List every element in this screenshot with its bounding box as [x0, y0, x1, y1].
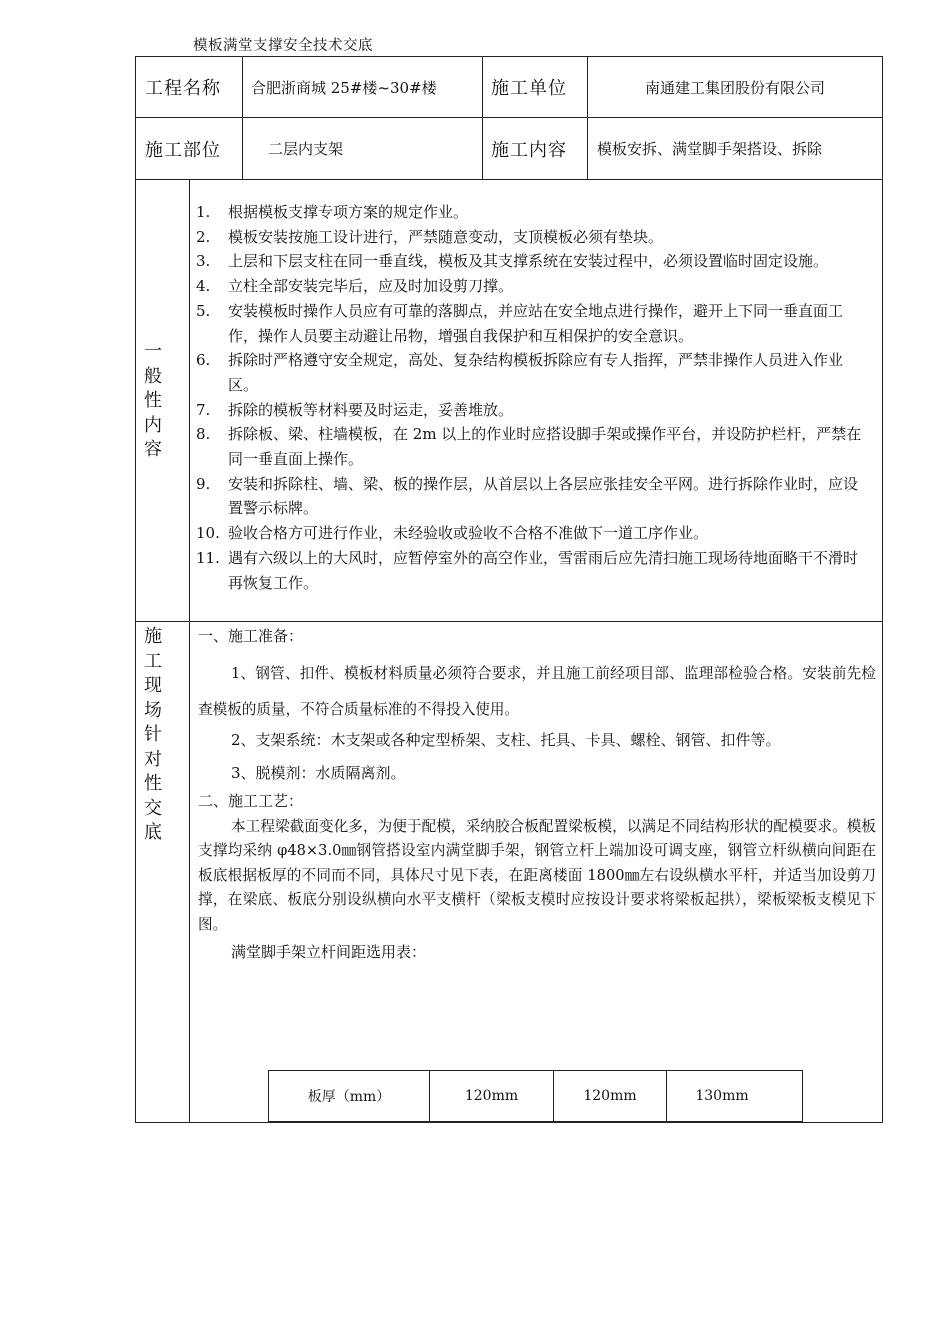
- prep-item-2: 2、支架系统：木支架或各种定型桥架、支柱、托具、卡具、螺栓、钢管、扣件等。: [231, 731, 781, 749]
- table-header-cell: 120mm: [464, 1088, 519, 1104]
- list-item: 10. 验收合格方可进行作业，未经验收或验收不合格不准做下一道工序作业。: [196, 524, 709, 543]
- project-name-label: 工程名称: [145, 78, 221, 99]
- document-title: 模板满堂支撑安全技术交底: [193, 38, 373, 54]
- prep-item-1: 1、钢管、扣件、模板材料质量必须符合要求，并且施工前经项目部、监理部检验合格。安装前先检查模板的质量，不符合质量标准的不得投入使用。: [198, 665, 876, 718]
- list-item: 3. 上层和下层支柱在同一垂直线，模板及其支撑系统在安装过程中，必须设置临时固定设施。: [196, 252, 829, 271]
- table-intro: 满堂脚手架立杆间距选用表：: [231, 943, 427, 961]
- list-item: 1. 根据模板支撑专项方案的规定作业。: [196, 203, 469, 221]
- col-divider: [242, 56, 243, 179]
- prep-heading: 一、施工准备：: [198, 627, 304, 645]
- construction-unit-label: 施工单位: [491, 78, 567, 99]
- list-item: 7. 拆除的模板等材料要及时运走，妥善堆放。: [196, 400, 514, 419]
- row-divider: [135, 621, 883, 622]
- table-header-cell: 120mm: [583, 1088, 637, 1104]
- list-item: 9. 安装和拆除柱、墙、梁、板的操作层，从首层以上各层应张挂安全平网。进行拆除作业时，应设置警示标牌。: [196, 474, 859, 518]
- col-divider: [482, 56, 483, 179]
- table-header-cell: 板厚（mm）: [307, 1089, 391, 1105]
- row-divider: [135, 179, 883, 180]
- list-item: 2. 模板安装按施工设计进行，严禁随意变动，支顶模板必须有垫块。: [196, 227, 664, 246]
- site-briefing-label: 施工现场针对性交底: [144, 626, 162, 843]
- general-rules-list: [196, 200, 868, 595]
- process-heading: 二、施工工艺：: [198, 792, 304, 810]
- prep-item-3: 3、脱模剂：水质隔离剂。: [231, 764, 406, 782]
- process-text: 本工程梁截面变化多，为便于配模，采纳胶合板配置梁板模，以满足不同结构形状的配模要求。模板支撑均采纳 φ48×3.0㎜钢管搭设室内满堂脚手架，钢管立杆上端加设可调支座，钢管立杆纵横向间距在板底根据板厚的不同而不同，具体尺寸见下表，在距离楼面 1800㎜左右设纵横水平杆，并适当加设剪刀撑，在梁底、板底分别设纵横向水平支横杆（梁板支模时应按设计要求将梁板起拱），梁板梁板支模见下图。: [198, 818, 876, 933]
- list-item: 8. 拆除板、梁、柱墙模板，在 2m 以上的作业时应搭设脚手架或操作平台，并设防护栏杆，严禁在同一垂直面上操作。: [196, 425, 862, 469]
- construction-part-label: 施工部位: [145, 139, 221, 161]
- project-name-value: 合肥浙商城 25#楼~30#楼: [251, 78, 437, 97]
- general-content-label: 一般性内容: [144, 341, 162, 460]
- construction-content-label: 施工内容: [491, 139, 567, 161]
- list-item: 11. 遇有六级以上的大风时，应暂停室外的高空作业，雪雷雨后应先清扫施工现场待地面略干不滑时再恢复工作。: [196, 548, 859, 592]
- list-item: 4. 立柱全部安装完毕后，应及时加设剪刀撑。: [196, 277, 514, 296]
- col-divider: [189, 179, 190, 1123]
- construction-part-value: 二层内支架: [268, 140, 344, 158]
- list-item: 5. 安装模板时操作人员应有可靠的落脚点，并应站在安全地点进行操作，避开上下同一垂直面工作，操作人员要主动避让吊物，增强自我保护和互相保护的安全意识。: [196, 301, 844, 345]
- construction-content-value: 模板安拆、满堂脚手架搭设、拆除: [597, 140, 823, 158]
- list-item: 6. 拆除时严格遵守安全规定，高处、复杂结构模板拆除应有专人指挥，严禁非操作人员进入作业区。: [196, 351, 844, 394]
- construction-unit-value: 南通建工集团股份有限公司: [644, 78, 825, 97]
- table-header-cell: 130mm: [695, 1088, 749, 1104]
